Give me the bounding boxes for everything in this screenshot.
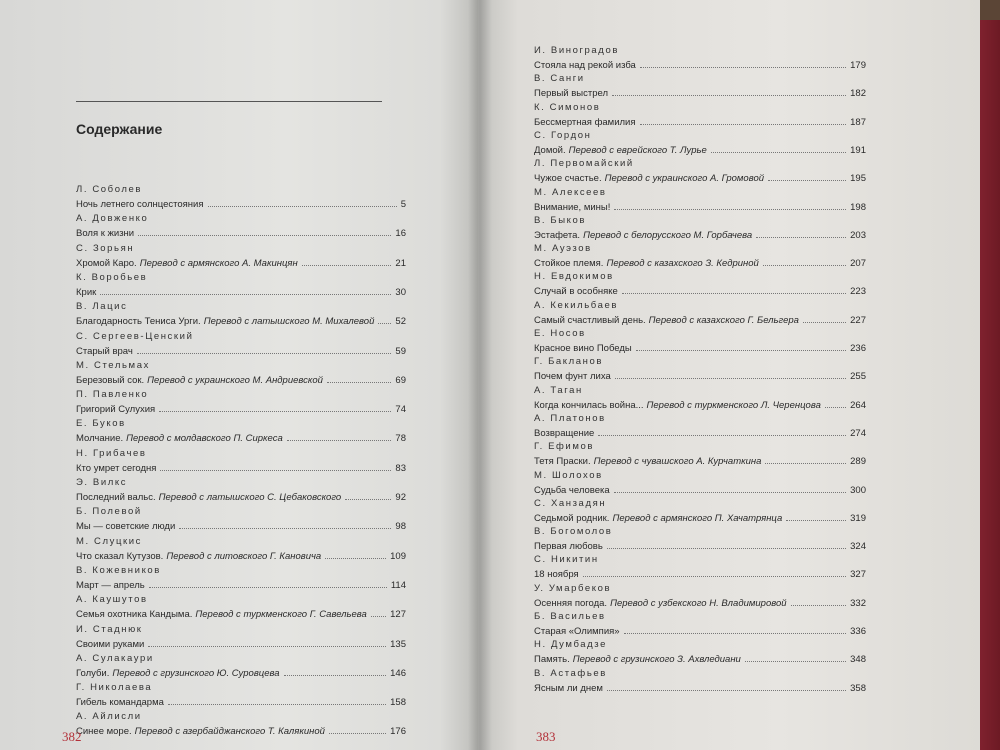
toc-entry xyxy=(534,526,866,553)
toc-author: Н. Грибачев xyxy=(76,447,147,459)
toc-page-number: 332 xyxy=(850,597,866,609)
toc-leader-dots xyxy=(612,87,846,96)
left-page-number: 382 xyxy=(62,729,82,744)
toc-title: Тетя Праски. xyxy=(534,456,591,468)
toc-page-number: 336 xyxy=(850,626,866,637)
toc-author: В. Лацис xyxy=(76,301,128,313)
toc-title: Первая любовь xyxy=(534,541,603,553)
toc-entry xyxy=(534,470,866,497)
toc-entry xyxy=(534,356,866,383)
toc-title-line xyxy=(534,625,866,638)
toc-title: Стояла над рекой изба xyxy=(534,60,636,71)
toc-title: Память. xyxy=(534,654,570,666)
toc-title: Григорий Сулухия xyxy=(76,404,156,416)
toc-entry xyxy=(76,360,406,387)
toc-author: Е. Носов xyxy=(534,328,586,339)
toc-title: Седьмой родник. xyxy=(534,512,610,524)
toc-translation: Перевод с туркменского Л. Черенцова xyxy=(646,399,821,411)
toc-leader-dots xyxy=(607,682,846,691)
toc-author: Л. Соболев xyxy=(76,184,143,195)
toc-entry xyxy=(76,653,406,680)
toc-title: Красное вино Победы xyxy=(534,343,632,354)
toc-title-line xyxy=(76,550,406,563)
toc-leader-dots xyxy=(614,201,846,210)
toc-leader-dots xyxy=(302,257,392,266)
toc-page-number: 74 xyxy=(395,404,406,416)
toc-leader-dots xyxy=(624,625,847,634)
toc-title-line xyxy=(534,427,866,440)
toc-entry xyxy=(534,385,866,412)
toc-title: Судьба человека xyxy=(534,484,610,496)
toc-entry xyxy=(76,213,406,240)
toc-author: Б. Полевой xyxy=(76,506,142,518)
toc-leader-dots xyxy=(763,257,846,266)
toc-author: К. Симонов xyxy=(534,101,601,113)
toc-title-line xyxy=(534,172,866,185)
toc-entry xyxy=(76,331,406,358)
toc-page-number: 223 xyxy=(850,286,866,298)
toc-page-number: 69 xyxy=(395,374,406,386)
toc-title: Март — апрель xyxy=(76,579,145,591)
toc-page-number: 300 xyxy=(850,484,866,496)
toc-title-line xyxy=(76,696,406,709)
toc-title: Возвращение xyxy=(534,427,595,439)
toc-entry xyxy=(534,639,866,666)
toc-leader-dots xyxy=(160,462,391,471)
toc-entry xyxy=(76,711,406,738)
toc-leader-dots xyxy=(100,286,391,295)
toc-author: М. Ауэзов xyxy=(534,243,592,255)
right-page-number: 383 xyxy=(536,729,556,744)
toc-title: Эстафета. xyxy=(534,229,581,241)
toc-entry xyxy=(534,300,866,327)
toc-title-line xyxy=(534,144,866,157)
toc-author: В. Быков xyxy=(534,214,587,226)
toc-page-number: 236 xyxy=(850,343,866,354)
toc-leader-dots xyxy=(329,725,386,734)
toc-title: Голуби. xyxy=(76,667,110,679)
toc-entry xyxy=(534,583,866,610)
toc-page-number: 83 xyxy=(395,462,406,474)
toc-title: Мы — советские люди xyxy=(76,521,176,533)
toc-translation: Перевод с еврейского Т. Лурье xyxy=(568,144,707,156)
toc-title-line xyxy=(534,285,866,298)
toc-title: Березовый сок. xyxy=(76,374,145,386)
heading-rule xyxy=(76,101,382,102)
toc-title-line xyxy=(76,345,406,358)
toc-page-number: 203 xyxy=(850,229,866,241)
toc-entry xyxy=(534,187,866,214)
toc-page-number: 358 xyxy=(850,682,866,694)
toc-translation: Перевод с казахского З. Кедриной xyxy=(606,258,759,270)
toc-title: Случай в особняке xyxy=(534,286,618,298)
toc-page-number: 30 xyxy=(395,286,406,298)
toc-translation: Перевод с армянского А. Макинцян xyxy=(139,257,298,269)
toc-title-line xyxy=(534,59,866,72)
toc-page-number: 59 xyxy=(395,345,406,357)
toc-title: Осенняя погода. xyxy=(534,597,608,609)
toc-translation: Перевод с армянского П. Хачатрянца xyxy=(612,512,783,524)
toc-leader-dots xyxy=(137,345,392,354)
toc-title-line xyxy=(534,484,866,497)
toc-title: Молчание. xyxy=(76,433,124,445)
toc-author: А. Таган xyxy=(534,384,583,396)
toc-page-number: 182 xyxy=(850,88,866,100)
toc-page-number: 21 xyxy=(395,257,406,269)
toc-leader-dots xyxy=(345,491,391,500)
toc-page-number: 92 xyxy=(395,492,406,503)
right-page xyxy=(478,0,980,750)
toc-page-number: 52 xyxy=(395,316,406,328)
toc-leader-dots xyxy=(765,455,846,464)
toc-author: Г. Бакланов xyxy=(534,356,604,368)
toc-title-line xyxy=(534,512,866,525)
toc-leader-dots xyxy=(615,370,846,379)
toc-page-number: 264 xyxy=(850,399,866,411)
toc-title-line xyxy=(76,403,406,416)
toc-page-number: 198 xyxy=(850,201,866,213)
toc-page-number: 195 xyxy=(850,173,866,185)
toc-title-line xyxy=(76,491,406,504)
toc-title-line xyxy=(534,540,866,553)
toc-entry xyxy=(534,328,866,355)
toc-author: Л. Первомайский xyxy=(534,158,634,170)
toc-page-number: 255 xyxy=(850,371,866,383)
toc-entry xyxy=(534,271,866,298)
toc-entry xyxy=(534,498,866,525)
toc-author: В. Астафьев xyxy=(534,667,607,679)
toc-title-line xyxy=(534,399,866,412)
toc-entry xyxy=(76,565,406,592)
toc-translation: Перевод с литовского Г. Кановича xyxy=(166,550,322,562)
toc-translation: Перевод с чувашского А. Курчаткина xyxy=(593,456,762,468)
toc-entry xyxy=(76,389,406,416)
toc-page-number: 5 xyxy=(400,199,406,210)
toc-leader-dots xyxy=(791,597,847,606)
toc-title: Последний вальс. xyxy=(76,492,156,503)
toc-author: С. Ханзадян xyxy=(534,497,607,509)
toc-author: Н. Думбадзе xyxy=(534,639,608,651)
toc-author: С. Сергеев-Ценский xyxy=(76,330,194,342)
toc-title-line xyxy=(534,342,866,355)
toc-page-number: 176 xyxy=(390,726,406,738)
toc-author: И. Виноградов xyxy=(534,45,619,56)
toc-author: М. Шолохов xyxy=(534,469,603,481)
toc-title: Воля к жизни xyxy=(76,228,135,240)
toc-leader-dots xyxy=(825,399,846,408)
toc-title-line xyxy=(76,520,406,533)
toc-leader-dots xyxy=(756,229,846,238)
toc-leader-dots xyxy=(583,568,846,577)
toc-translation: Перевод с грузинского Ю. Суровцева xyxy=(112,667,280,679)
toc-page-number: 158 xyxy=(390,697,406,709)
toc-leader-dots xyxy=(711,144,846,153)
toc-leader-dots xyxy=(284,667,387,676)
toc-title-line xyxy=(534,653,866,666)
toc-translation: Перевод с казахского Г. Бельгера xyxy=(648,314,799,326)
toc-leader-dots xyxy=(640,59,846,68)
toc-translation: Перевод с украинского А. Громовой xyxy=(604,173,765,185)
toc-page-number: 207 xyxy=(850,258,866,270)
toc-leader-dots xyxy=(614,484,846,493)
toc-author: М. Стельмах xyxy=(76,359,150,371)
book-gutter xyxy=(468,0,492,750)
toc-author: У. Умарбеков xyxy=(534,582,612,594)
toc-author: Э. Вилкс xyxy=(76,477,128,488)
toc-author: А. Каушутов xyxy=(76,594,148,606)
toc-author: П. Павленко xyxy=(76,389,149,401)
toc-title-line xyxy=(76,286,406,299)
toc-title-line xyxy=(534,682,866,695)
toc-page-number: 98 xyxy=(395,521,406,533)
toc-entry xyxy=(76,184,406,211)
toc-leader-dots xyxy=(636,342,846,351)
toc-leader-dots xyxy=(803,314,846,323)
toc-leader-dots xyxy=(168,696,386,705)
toc-title: Старый врач xyxy=(76,345,133,357)
toc-title: Семья охотника Кандыма. xyxy=(76,609,193,621)
toc-author: Г. Ефимов xyxy=(534,441,594,453)
toc-title: Что сказал Кутузов. xyxy=(76,550,164,562)
toc-title: Благодарность Тениса Урги. xyxy=(76,316,201,328)
toc-entry xyxy=(76,506,406,533)
toc-entry xyxy=(534,413,866,440)
toc-title-line xyxy=(76,608,406,621)
toc-title-line xyxy=(534,597,866,610)
toc-title-line xyxy=(534,87,866,100)
toc-title: 18 ноября xyxy=(534,569,579,581)
toc-title: Чужое счастье. xyxy=(534,173,602,185)
toc-title: Домой. xyxy=(534,144,566,156)
toc-author: В. Кожевников xyxy=(76,564,161,576)
toc-title-line xyxy=(76,579,406,592)
toc-translation: Перевод с латышского М. Михалевой xyxy=(203,316,375,328)
toc-entry xyxy=(534,130,866,157)
toc-leader-dots xyxy=(159,403,391,412)
toc-entry xyxy=(534,158,866,185)
toc-entry xyxy=(534,554,866,581)
toc-author: А. Платонов xyxy=(534,412,606,424)
toc-entry xyxy=(76,536,406,563)
toc-title: Почем фунт лиха xyxy=(534,371,611,383)
toc-title: Крик xyxy=(76,286,97,298)
toc-translation: Перевод с украинского М. Андриевской xyxy=(147,374,323,386)
toc-entry xyxy=(76,418,406,445)
toc-author: А. Сулакаури xyxy=(76,652,154,664)
toc-page-number: 227 xyxy=(850,314,866,326)
toc-entry xyxy=(76,448,406,475)
toc-author: С. Гордон xyxy=(534,129,592,141)
toc-translation: Перевод с молдавского П. Сиркеса xyxy=(126,433,283,445)
toc-page-number: 179 xyxy=(850,60,866,71)
toc-page-number: 78 xyxy=(395,433,406,445)
toc-title-line xyxy=(534,314,866,327)
toc-page-number: 135 xyxy=(390,638,406,650)
toc-title-line xyxy=(534,455,866,468)
toc-title-line xyxy=(76,667,406,680)
toc-entry xyxy=(76,301,406,328)
toc-page-number: 319 xyxy=(850,512,866,524)
toc-title: Своими руками xyxy=(76,638,145,650)
toc-leader-dots xyxy=(378,315,391,324)
toc-leader-dots xyxy=(622,285,846,294)
toc-page-number: 114 xyxy=(390,579,406,591)
toc-leader-dots xyxy=(179,520,391,529)
toc-author: С. Зорьян xyxy=(76,242,135,254)
toc-page-number: 348 xyxy=(850,654,866,666)
toc-author: А. Кекильбаев xyxy=(534,299,619,311)
toc-entry xyxy=(76,624,406,651)
toc-leader-dots xyxy=(138,227,391,236)
toc-leader-dots xyxy=(287,432,392,441)
toc-title-line xyxy=(76,374,406,387)
toc-author: Б. Васильев xyxy=(534,611,606,622)
toc-author: И. Стаднюк xyxy=(76,623,143,635)
toc-author: С. Никитин xyxy=(534,554,599,566)
toc-author: М. Алексеев xyxy=(534,186,607,198)
toc-leader-dots xyxy=(745,653,846,662)
toc-leader-dots xyxy=(208,198,397,207)
toc-translation: Перевод с латышского С. Цебаковского xyxy=(158,492,342,503)
toc-author: А. Довженко xyxy=(76,213,149,225)
toc-entry xyxy=(534,45,866,72)
toc-page-number: 146 xyxy=(390,667,406,679)
toc-translation: Перевод с грузинского З. Ахвледиани xyxy=(572,654,741,666)
toc-title: Ясным ли днем xyxy=(534,682,603,694)
toc-title-line xyxy=(76,227,406,240)
toc-entry xyxy=(76,682,406,709)
toc-translation: Перевод с азербайджанского Т. Калякиной xyxy=(134,726,325,738)
toc-title-line xyxy=(534,568,866,581)
toc-author: В. Богомолов xyxy=(534,526,613,538)
toc-title-line xyxy=(76,315,406,328)
toc-entry xyxy=(534,102,866,129)
toc-leader-dots xyxy=(598,427,846,436)
toc-page-number: 289 xyxy=(850,456,866,468)
toc-title-line xyxy=(76,725,406,738)
toc-entry xyxy=(76,272,406,299)
toc-author: К. Воробьев xyxy=(76,271,148,283)
toc-entry xyxy=(534,441,866,468)
toc-entry xyxy=(76,477,406,504)
toc-page-number: 324 xyxy=(850,541,866,553)
toc-page-number: 109 xyxy=(390,550,406,562)
toc-entry xyxy=(534,73,866,100)
toc-entry xyxy=(534,611,866,638)
toc-title-line xyxy=(76,257,406,270)
toc-author: В. Санги xyxy=(534,73,585,85)
toc-title: Когда кончилась война... xyxy=(534,399,644,411)
toc-title: Синее море. xyxy=(76,726,132,738)
toc-page-number: 191 xyxy=(850,144,866,156)
toc-title: Самый счастливый день. xyxy=(534,314,646,326)
toc-title: Бессмертная фамилия xyxy=(534,116,636,128)
toc-leader-dots xyxy=(149,579,387,588)
toc-title: Первый выстрел xyxy=(534,88,608,100)
toc-leader-dots xyxy=(148,638,386,647)
toc-page-number: 274 xyxy=(850,427,866,439)
toc-title: Старая «Олимпия» xyxy=(534,626,620,637)
toc-title-line xyxy=(76,198,406,211)
toc-leader-dots xyxy=(786,512,846,521)
toc-title: Стойкое племя. xyxy=(534,258,604,270)
toc-author: Н. Евдокимов xyxy=(534,271,614,283)
toc-title-line xyxy=(534,229,866,242)
toc-title: Гибель командарма xyxy=(76,697,164,709)
toc-leader-dots xyxy=(768,172,846,181)
toc-page-number: 327 xyxy=(850,569,866,581)
toc-leader-dots xyxy=(327,374,391,383)
toc-author: М. Слуцкис xyxy=(76,535,143,547)
toc-title-line xyxy=(534,116,866,129)
contents-heading: Содержание xyxy=(76,121,163,137)
toc-translation: Перевод с белорусского М. Горбачева xyxy=(583,229,753,241)
toc-entry xyxy=(534,215,866,242)
left-page xyxy=(0,0,478,750)
toc-entry xyxy=(534,243,866,270)
toc-entry xyxy=(76,243,406,270)
toc-leader-dots xyxy=(325,550,386,559)
toc-page-number: 16 xyxy=(395,228,406,240)
toc-page-number: 127 xyxy=(390,609,406,621)
toc-author: Г. Николаева xyxy=(76,682,153,694)
toc-title-line xyxy=(534,201,866,214)
toc-title: Ночь летнего солнцестояния xyxy=(76,199,204,210)
toc-entry xyxy=(534,668,866,695)
toc-entry xyxy=(76,594,406,621)
toc-title-line xyxy=(76,432,406,445)
toc-translation: Перевод с туркменского Г. Савельева xyxy=(195,609,367,621)
toc-leader-dots xyxy=(371,608,386,617)
toc-title-line xyxy=(76,462,406,475)
toc-title-line xyxy=(76,638,406,651)
toc-title: Хромой Каро. xyxy=(76,257,137,269)
toc-page-number: 187 xyxy=(850,116,866,128)
toc-leader-dots xyxy=(607,540,846,549)
toc-translation: Перевод с узбекского Н. Владимировой xyxy=(610,597,787,609)
toc-leader-dots xyxy=(640,116,847,125)
toc-title: Внимание, мины! xyxy=(534,201,611,213)
toc-title-line xyxy=(534,257,866,270)
toc-title: Кто умрет сегодня xyxy=(76,462,157,474)
toc-title-line xyxy=(534,370,866,383)
toc-author: А. Айлисли xyxy=(76,711,142,723)
toc-author: Е. Буков xyxy=(76,418,126,430)
